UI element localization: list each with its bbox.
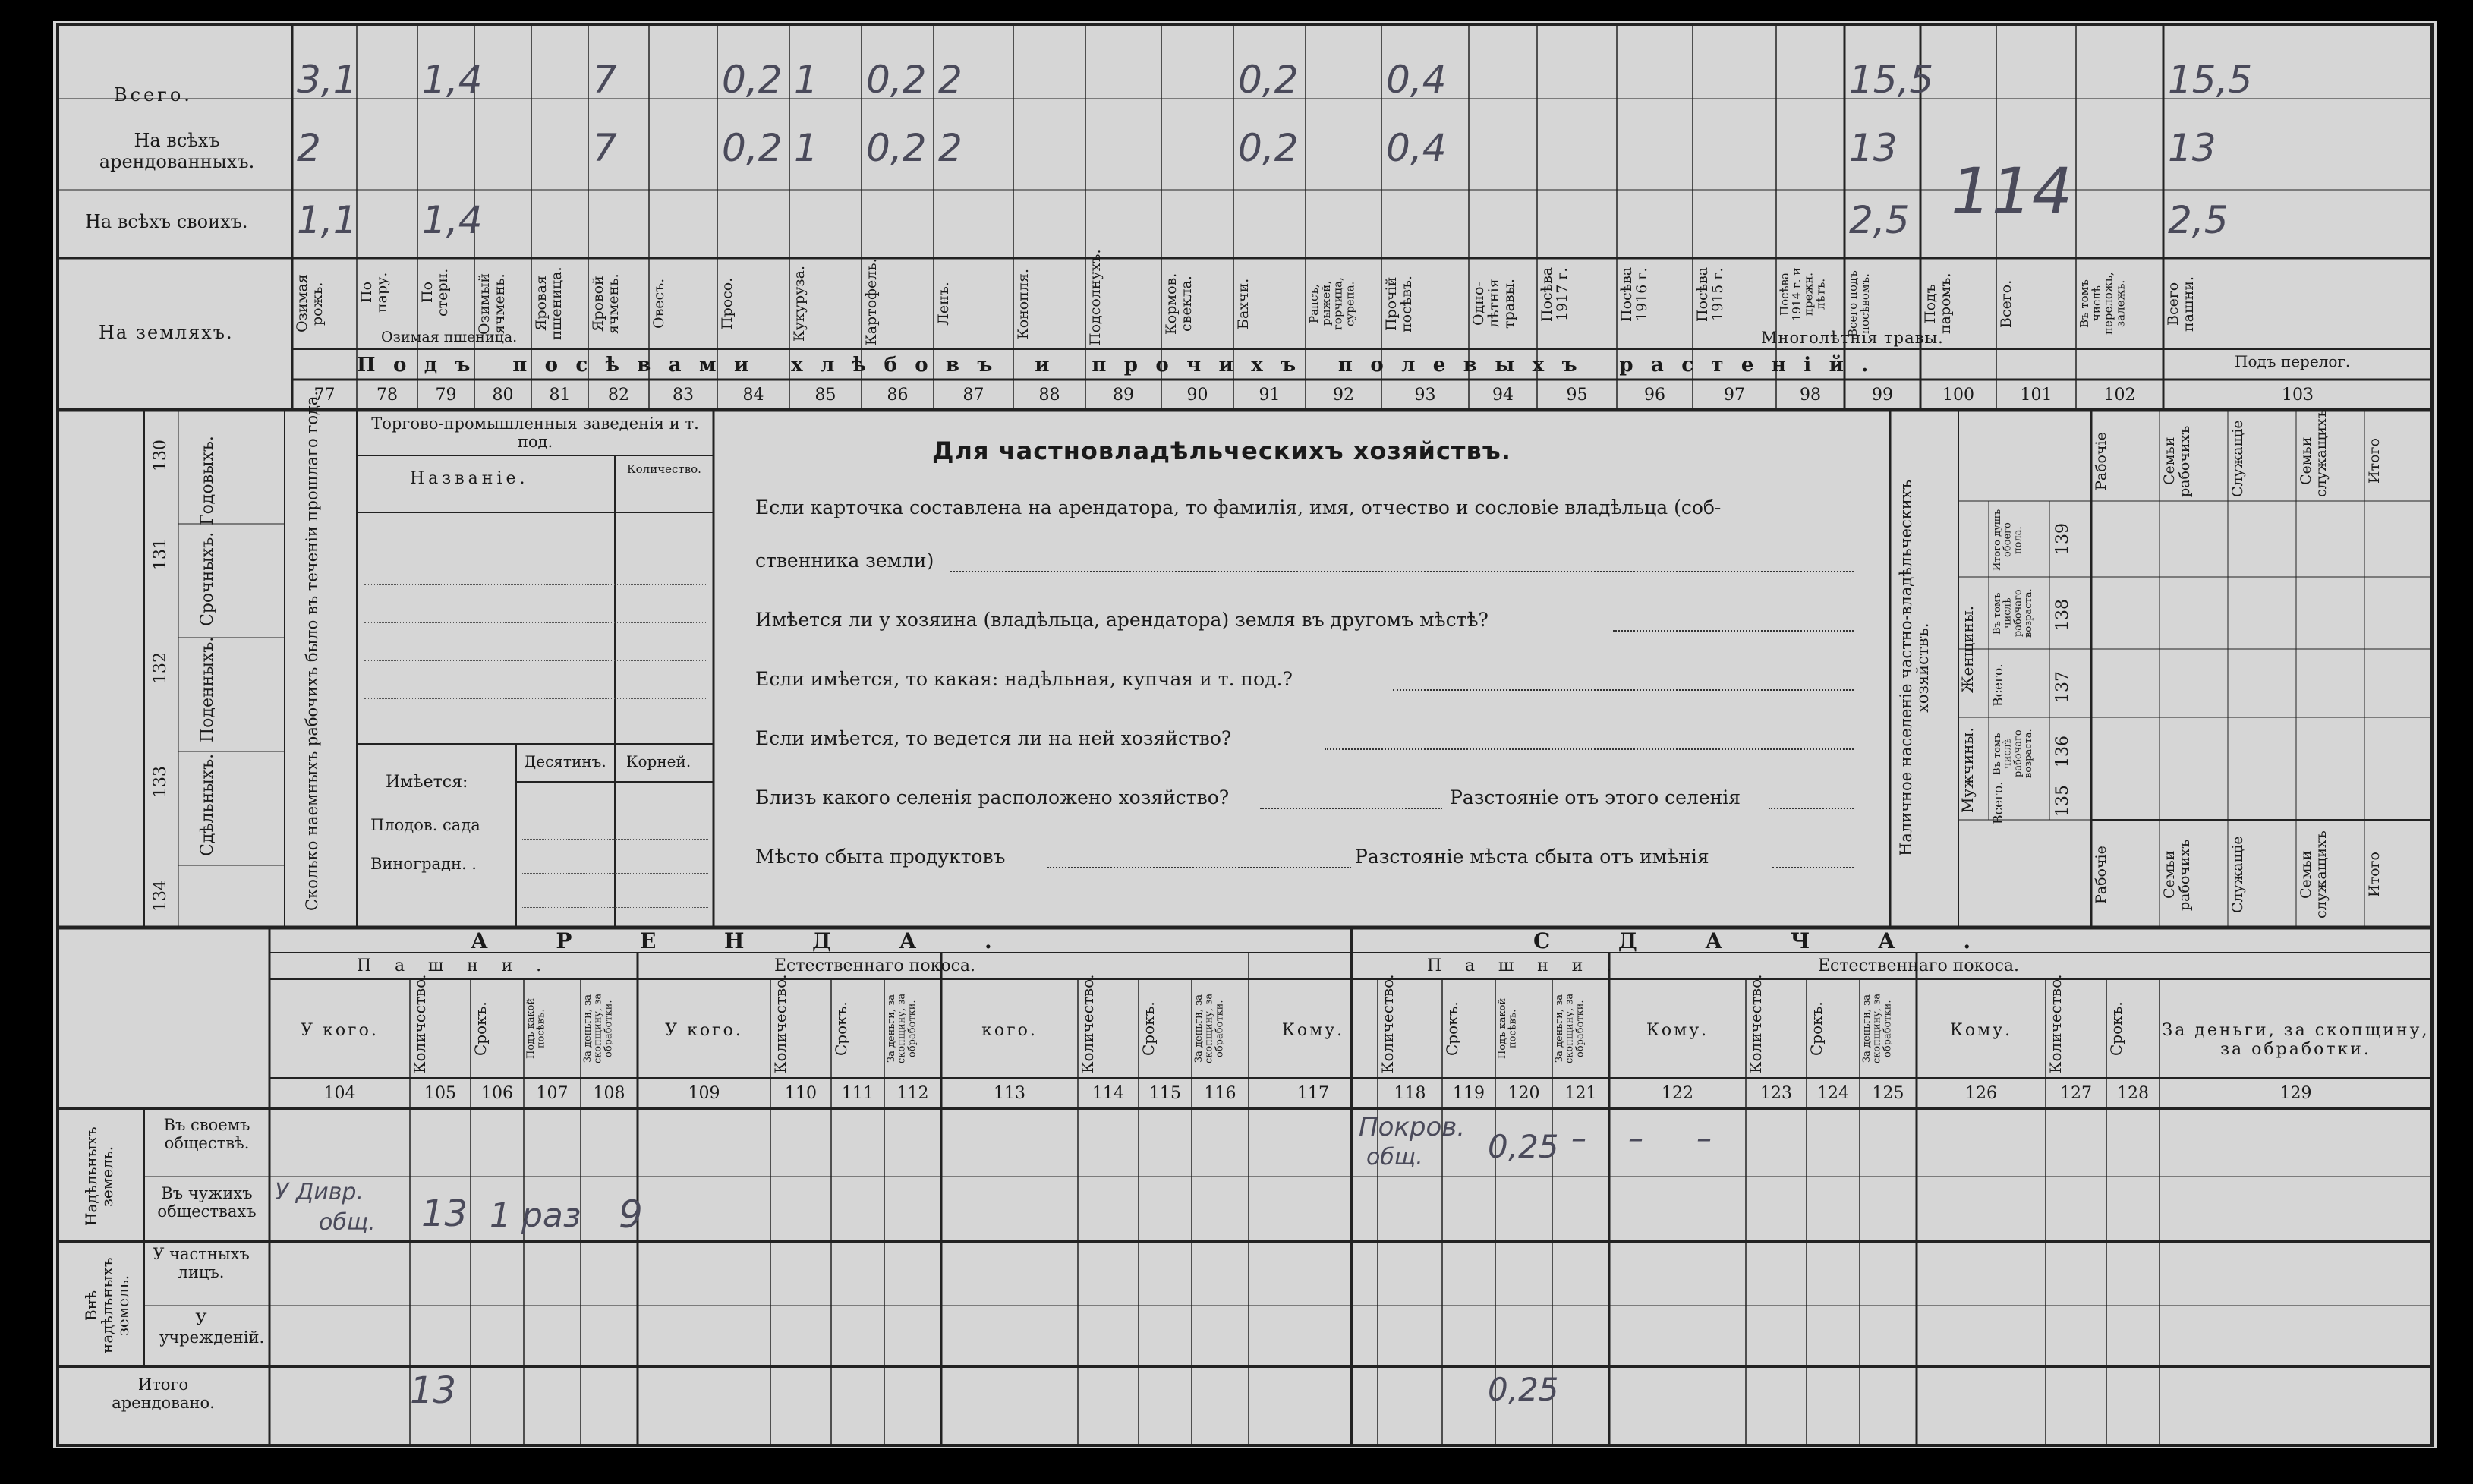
bottom-col-header-114: Количество. <box>1079 974 1097 1073</box>
bottom-col-header-107: Подъ какой посѣвъ. <box>525 997 547 1060</box>
pop-col-3-top: Служащіе <box>2229 420 2246 497</box>
worker-col-label-133: Сдѣльныхъ. <box>198 753 217 856</box>
top-col-header-98: Посѣва 1914 г. и прежн. лѣтъ. <box>1778 267 1828 321</box>
korney-header: Корней. <box>626 752 691 770</box>
top-col-num-94: 94 <box>1492 386 1514 405</box>
hw-dash-3: – <box>1696 1121 1712 1156</box>
hw-13: 13 <box>421 1193 468 1235</box>
bottom-col-header-117: Кому. <box>1281 1021 1345 1040</box>
top-col-header-101: Всего. <box>1998 279 2015 328</box>
hw-arenda-c103: 13 <box>2168 126 2216 170</box>
q4-answer-line[interactable] <box>1325 748 1854 750</box>
plodov-sada-label: Плодов. сада <box>370 816 480 834</box>
bottom-col-header-119: Срокъ. <box>1443 1001 1461 1056</box>
row-label-arenda: На всѣхъ арендованныхъ. <box>99 130 255 172</box>
bottom-col-header-128: Срокъ. <box>2107 1001 2125 1056</box>
garden-entry-line[interactable] <box>522 873 708 874</box>
top-col-header-86: Картофель. <box>863 258 880 345</box>
top-col-num-96: 96 <box>1644 386 1665 405</box>
hw-vsego-c91: 0,2 <box>1238 58 1299 102</box>
worker-col-num-131: 131 <box>151 538 170 570</box>
hw-svoi-c77: 1,1 <box>297 198 358 242</box>
top-col-header-90: Кормов. свекла. <box>1163 273 1195 335</box>
bottom-col-num-115: 115 <box>1149 1084 1181 1103</box>
top-col-header-93: Прочій посѣвъ. <box>1383 275 1415 332</box>
hw-obsh-2: общ. <box>319 1209 376 1236</box>
hw-svoi-c79: 1,4 <box>422 198 483 242</box>
bottom-col-header-123: Количество. <box>1747 974 1765 1073</box>
bottom-col-header-124: Срокъ. <box>1807 1001 1826 1056</box>
bottom-col-header-109: У кого. <box>665 1021 743 1040</box>
top-col-num-91: 91 <box>1259 386 1281 405</box>
q4-label: Если имѣется, то ведется ли на ней хозяйство? <box>755 727 1232 749</box>
hw-vsego-c103: 15,5 <box>2168 58 2253 102</box>
top-col-num-83: 83 <box>673 386 694 405</box>
hw-arenda-c91: 0,2 <box>1238 126 1299 170</box>
pop-col-1-top: Рабочіе <box>2093 432 2109 490</box>
women-label: Женщины. <box>1958 605 1977 693</box>
pop-label-vsego: Всего. <box>1991 663 2006 707</box>
row-v-svoem: Въ своемъ обществѣ. <box>163 1116 250 1153</box>
top-col-num-95: 95 <box>1566 386 1588 405</box>
bottom-col-num-119: 119 <box>1453 1084 1485 1103</box>
bottom-col-num-120: 120 <box>1507 1084 1540 1103</box>
hw-dash-2: – <box>1628 1121 1643 1156</box>
pop-label-v_tom: Въ томъ числѣ рабочаго возраста. <box>1992 729 2034 779</box>
trade-name-header: Названіе. <box>410 469 529 488</box>
row-itogo: Итого арендовано. <box>112 1375 215 1413</box>
hw-vsego-c86: 0,2 <box>866 58 927 102</box>
hw-total-0-25: 0,25 <box>1488 1371 1559 1408</box>
top-col-num-77: 77 <box>313 386 336 405</box>
hw-vsego-c99: 15,5 <box>1849 58 1934 102</box>
bottom-col-num-123: 123 <box>1760 1084 1792 1103</box>
trade-qty-header: Количество. <box>627 462 701 476</box>
q1-line-a: Если карточка составлена на арендатора, то фамилія, имя, отчество и сословіе владѣльца (соб- <box>755 496 1722 518</box>
crops-banner: Подъ посѣвами хлѣбовъ и прочихъ полевыхъ растеній. <box>357 354 1886 377</box>
row-label-zemli: На земляхъ. <box>99 322 234 343</box>
bottom-col-num-126: 126 <box>1965 1084 1997 1103</box>
pop-label-v_tom: Въ томъ числѣ рабочаго возраста. <box>1992 588 2034 638</box>
pop-col-1-bottom: Рабочіе <box>2093 846 2109 904</box>
row-label-vsego: Всего. <box>114 84 193 106</box>
hw-u-divr: У Дивр. <box>275 1179 364 1205</box>
top-col-num-89: 89 <box>1113 386 1134 405</box>
top-col-num-100: 100 <box>1942 386 1974 405</box>
hw-arenda-c93: 0,4 <box>1386 126 1447 170</box>
top-col-num-84: 84 <box>742 386 764 405</box>
worker-col-num-132: 132 <box>151 652 170 684</box>
pop-col-5-top: Итого <box>2366 438 2383 484</box>
hw-arenda-c82: 7 <box>593 126 617 170</box>
top-col-num-85: 85 <box>814 386 836 405</box>
hw-vsego-c93: 0,4 <box>1386 58 1447 102</box>
top-col-header-95: Посѣва 1917 г. <box>1539 266 1570 322</box>
bottom-col-num-107: 107 <box>536 1084 569 1103</box>
pop-label-vsego: Всего. <box>1991 781 2006 825</box>
sdacha-pokos: Естественнаго покоса. <box>1818 956 2020 975</box>
top-col-num-90: 90 <box>1186 386 1208 405</box>
bottom-col-header-122: Кому. <box>1646 1021 1709 1040</box>
trade-title: Торгово-промышленныя заведенія и т. под. <box>371 414 699 452</box>
bottom-col-header-111: Срокъ. <box>832 1001 850 1056</box>
top-col-num-88: 88 <box>1038 386 1060 405</box>
worker-col-num-134: 134 <box>151 880 170 912</box>
garden-entry-line[interactable] <box>522 907 708 908</box>
q6-distance-line[interactable] <box>1772 867 1854 868</box>
bottom-col-num-118: 118 <box>1394 1084 1426 1103</box>
hw-arenda-c86: 0,2 <box>866 126 927 170</box>
bottom-col-num-106: 106 <box>481 1084 513 1103</box>
bottom-col-num-114: 114 <box>1092 1084 1124 1103</box>
sdacha-pashni: Пашни. <box>1427 956 1635 975</box>
hw-arenda-c85: 1 <box>794 126 818 170</box>
q5-label: Близъ какого селенія расположено хозяйство? <box>755 786 1230 808</box>
trade-entry-line[interactable] <box>364 698 706 699</box>
top-col-header-81: Яровая пшеница. <box>533 266 565 341</box>
worker-col-label-130: Годовыхъ. <box>198 436 217 525</box>
hw-dash-1: – <box>1571 1121 1586 1156</box>
bottom-col-num-113: 113 <box>994 1084 1025 1103</box>
top-col-num-87: 87 <box>962 386 984 405</box>
pop-col-4-bottom: Семьи служащихъ <box>2298 830 2330 919</box>
q2-answer-line[interactable] <box>1613 630 1854 632</box>
pop-col-5-bottom: Итого <box>2366 852 2383 898</box>
bottom-col-num-116: 116 <box>1204 1084 1236 1103</box>
trade-entry-line[interactable] <box>364 584 706 585</box>
top-col-header-79: По стерн. <box>419 268 451 317</box>
hw-9: 9 <box>619 1193 643 1237</box>
hw-svoi-c103: 2,5 <box>2168 198 2229 242</box>
bottom-col-num-112: 112 <box>896 1084 929 1103</box>
q3-label: Если имѣется, то какая: надѣльная, купчая и т. под.? <box>755 668 1293 690</box>
desyatin-header: Десятинъ. <box>524 752 606 770</box>
q6-distance-label: Разстояніе мѣста сбыта отъ имѣнія <box>1355 846 1709 868</box>
hw-svoi-c99: 2,5 <box>1849 198 1910 242</box>
q6-label: Мѣсто сбыта продуктовъ <box>755 846 1006 868</box>
top-col-num-79: 79 <box>435 386 457 405</box>
worker-col-label-131: Срочныхъ. <box>198 531 217 627</box>
hw-vsego-c82: 7 <box>593 58 617 102</box>
bottom-col-header-113: кого. <box>981 1021 1038 1040</box>
hw-pokrov: Покров. <box>1359 1112 1466 1142</box>
bottom-col-num-122: 122 <box>1662 1084 1693 1103</box>
top-col-header-97: Посѣва 1915 г. <box>1694 266 1726 322</box>
bottom-col-header-110: Количество. <box>771 974 789 1073</box>
q5-answer-line[interactable] <box>1260 808 1442 809</box>
hw-obsh: общ. <box>1366 1144 1423 1171</box>
bottom-col-header-104: У кого. <box>301 1021 379 1040</box>
q1-answer-line[interactable] <box>950 571 1854 572</box>
bottom-col-header-118: Количество. <box>1378 974 1397 1073</box>
bottom-col-header-129: За деньги, за скопщину, за обработки. <box>2162 1021 2430 1060</box>
top-col-num-102: 102 <box>2103 386 2136 405</box>
top-col-num-86: 86 <box>887 386 909 405</box>
bottom-col-num-129: 129 <box>2279 1084 2312 1103</box>
top-col-header-99: Всего подъ посѣвомъ. <box>1846 270 1872 337</box>
worker-col-label-132: Поденныхъ. <box>198 636 217 742</box>
bottom-col-num-125: 125 <box>1872 1084 1904 1103</box>
top-col-num-80: 80 <box>492 386 514 405</box>
hw-vsego-c84: 0,2 <box>722 58 783 102</box>
hw-arenda-c84: 0,2 <box>722 126 783 170</box>
row-label-svoi: На всѣхъ своихъ. <box>85 211 248 232</box>
top-col-num-78: 78 <box>376 386 398 405</box>
trade-entry-line[interactable] <box>364 622 706 623</box>
q5-distance-line[interactable] <box>1769 808 1854 809</box>
top-col-header-103: Всего пашни. <box>2165 276 2197 332</box>
bottom-col-num-111: 111 <box>842 1084 874 1103</box>
bottom-col-num-108: 108 <box>593 1084 625 1103</box>
arenda-pokos: Естественнаго покоса. <box>774 956 976 975</box>
hw-0-25: 0,25 <box>1488 1128 1559 1165</box>
hw-arenda-c77: 2 <box>297 126 321 170</box>
pop-col-num-136: 136 <box>2053 736 2072 767</box>
group-vne-nadela: Внѣ надѣльныхъ земель. <box>82 1257 132 1354</box>
top-col-num-103: 103 <box>2282 386 2314 405</box>
top-col-header-102: Въ томъ числѣ переложь, залежь. <box>2078 272 2128 336</box>
top-col-header-94: Одно-лѣтнія травы. <box>1470 279 1517 329</box>
men-label: Мужчины. <box>1958 727 1977 814</box>
pop-col-num-135: 135 <box>2053 785 2072 817</box>
bottom-col-num-117: 117 <box>1297 1084 1329 1103</box>
top-col-header-80: Озимый ячмень. <box>476 273 508 335</box>
top-col-num-93: 93 <box>1414 386 1436 405</box>
pop-col-num-137: 137 <box>2053 671 2072 703</box>
top-col-num-98: 98 <box>1800 386 1821 405</box>
top-col-header-84: Просо. <box>719 277 736 330</box>
pop-col-3-bottom: Служащіе <box>2229 836 2246 914</box>
bottom-col-num-121: 121 <box>1564 1084 1597 1103</box>
bottom-col-header-105: Количество. <box>411 974 429 1073</box>
population-caption: Наличное населеніе частно-владѣльческихъ хозяйствъ. <box>1897 479 1933 857</box>
bottom-col-header-125: За деньги, за скопщину, за обработки. <box>1861 993 1894 1064</box>
hw-total-13: 13 <box>410 1369 457 1412</box>
top-col-header-77: Озимая рожь. <box>294 274 326 333</box>
bottom-col-num-128: 128 <box>2117 1084 2149 1103</box>
q6-answer-line[interactable] <box>1047 867 1351 868</box>
q1-line-b: ственника земли) <box>755 550 934 572</box>
trade-entry-line[interactable] <box>364 660 706 661</box>
bottom-col-header-115: Срокъ. <box>1139 1001 1158 1056</box>
bottom-col-header-126: Кому. <box>1949 1021 2013 1040</box>
group-mnogoletnie: Многолѣтнія травы. <box>1761 329 1944 347</box>
bottom-col-num-109: 109 <box>688 1084 720 1103</box>
bottom-col-header-121: За деньги, за скопщину, за обработки. <box>1554 993 1586 1064</box>
top-col-header-83: Овесъ. <box>651 278 667 329</box>
arenda-pashni: Пашни. <box>357 956 565 975</box>
bottom-col-header-116: За деньги, за скопщину, за обработки. <box>1193 993 1226 1064</box>
hw-vsego-c77: 3,1 <box>297 58 358 102</box>
top-col-num-92: 92 <box>1333 386 1354 405</box>
row-u-chastnyh: У частныхъ лицъ. <box>153 1245 250 1282</box>
top-col-header-91: Бахчи. <box>1235 278 1252 329</box>
hw-vsego-c85: 1 <box>794 58 818 102</box>
worker-col-num-130: 130 <box>151 440 170 471</box>
top-col-header-78: По пару. <box>358 272 390 313</box>
group-perelog: Подъ перелог. <box>2235 352 2351 370</box>
pop-col-num-138: 138 <box>2053 599 2072 631</box>
top-col-header-92: Рапсъ, рыжей, горчица, сурепа. <box>1307 277 1357 330</box>
bottom-col-header-108: За деньги, за скопщину, за обработки. <box>582 993 615 1064</box>
q2-label: Имѣется ли у хозяина (владѣльца, арендатора) земля въ другомъ мѣстѣ? <box>755 609 1489 631</box>
hw-vsego-c79: 1,4 <box>422 58 483 102</box>
vinograd-label: Виноградн. . <box>370 855 477 873</box>
row-v-chuzhih: Въ чужихъ обществахъ <box>157 1184 257 1221</box>
pop-col-4-top: Семьи служащихъ <box>2298 409 2330 497</box>
hired-workers-caption: Сколько наемныхъ рабочихъ было въ теченіи прошлаго года. <box>303 390 321 911</box>
top-col-header-82: Яровой ячмень. <box>590 273 622 334</box>
q3-answer-line[interactable] <box>1393 689 1854 691</box>
top-col-header-85: Кукуруза. <box>791 266 808 342</box>
top-col-num-99: 99 <box>1872 386 1893 405</box>
imeetsya-label: Имѣется: <box>386 773 468 792</box>
bottom-col-header-112: За деньги, за скопщину, за обработки. <box>886 993 918 1064</box>
group-ozimaya: Озимая пшеница. <box>381 329 518 345</box>
top-col-header-87: Ленъ. <box>935 282 952 326</box>
garden-entry-line[interactable] <box>522 839 708 840</box>
hw-arenda-c87: 2 <box>938 126 962 170</box>
bottom-col-num-104: 104 <box>323 1084 356 1103</box>
top-col-header-96: Посѣва 1916 г. <box>1618 266 1650 322</box>
group-nadelnye: Надѣльныхъ земель. <box>82 1126 116 1227</box>
pop-col-2-top: Семьи рабочихъ <box>2161 425 2193 497</box>
private-household-title: Для частновладѣльческихъ хозяйствъ. <box>932 436 1511 465</box>
bottom-col-num-105: 105 <box>424 1084 456 1103</box>
top-col-num-81: 81 <box>549 386 571 405</box>
hw-vsego-c87: 2 <box>938 58 962 102</box>
top-col-num-82: 82 <box>608 386 629 405</box>
pop-label-itogo_obo: Итого душъ обоего пола. <box>1992 509 2024 572</box>
row-u-uchrezhd: У учрежденій. <box>159 1310 265 1347</box>
top-col-num-101: 101 <box>2020 386 2052 405</box>
sdacha-banner: СДАЧА. <box>1533 928 2039 953</box>
pop-col-2-bottom: Семьи рабочихъ <box>2161 839 2193 911</box>
arenda-banner: АРЕНДА. <box>471 928 1060 953</box>
top-col-header-100: Подъ паромъ. <box>1922 273 1954 335</box>
pop-col-num-139: 139 <box>2053 523 2072 555</box>
bottom-col-header-106: Срокъ. <box>471 1001 490 1056</box>
bottom-col-header-120: Подъ какой посѣвъ. <box>1497 997 1519 1060</box>
top-col-header-89: Подсолнухъ. <box>1087 249 1104 345</box>
worker-col-num-133: 133 <box>151 766 170 798</box>
hw-arenda-c99: 13 <box>1849 126 1898 170</box>
bottom-col-num-124: 124 <box>1817 1084 1849 1103</box>
bottom-col-header-127: Количество. <box>2046 974 2065 1073</box>
hw-1-raz: 1 раз <box>490 1196 581 1235</box>
top-col-num-97: 97 <box>1724 386 1745 405</box>
bottom-col-num-127: 127 <box>2060 1084 2092 1103</box>
top-col-header-88: Конопля. <box>1015 268 1032 339</box>
q5-distance-label: Разстояніе отъ этого селенія <box>1450 786 1741 808</box>
bottom-col-num-110: 110 <box>785 1084 817 1103</box>
hw-svoi-c101: 114 <box>1951 154 2073 228</box>
